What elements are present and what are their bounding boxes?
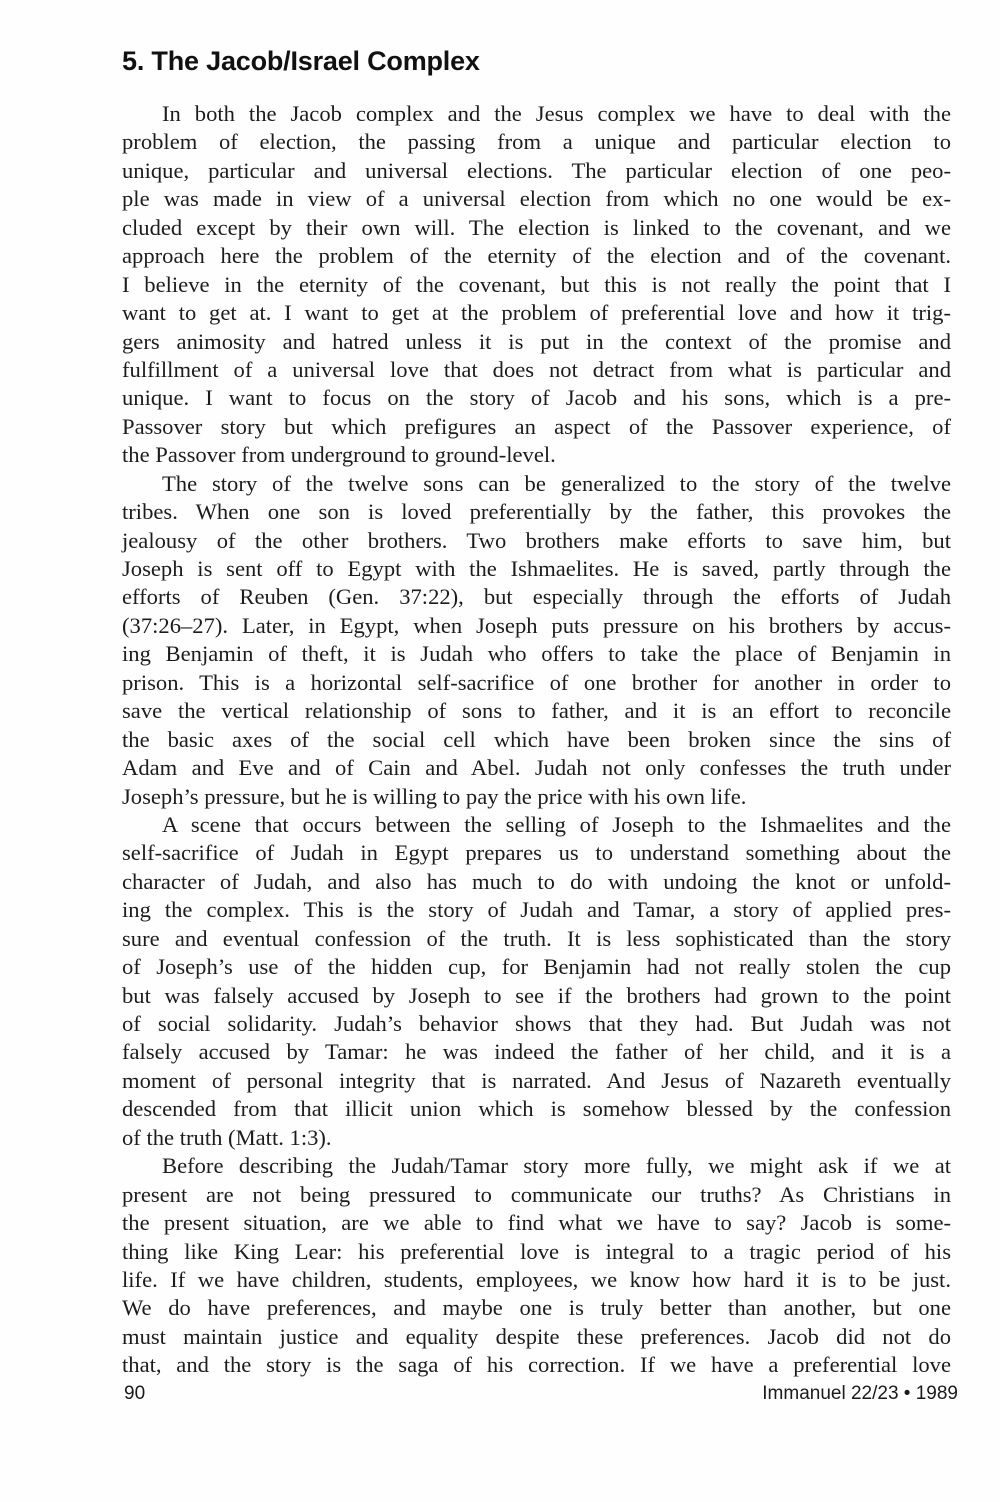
text-line: (37:26–27). Later, in Egypt, when Joseph puts pressure on his brothers by accus-: [122, 612, 951, 638]
text-line: sure and eventual confession of the truth. It is less sophisticated than the story: [122, 925, 951, 951]
text-line: Before describing the Judah/Tamar story more fully, we might ask if we at: [162, 1153, 951, 1179]
text-line: moment of personal integrity that is narrated. And Jesus of Nazareth eventually: [122, 1067, 951, 1093]
text-line: life. If we have children, students, employees, we know how hard it is to be just.: [122, 1266, 951, 1292]
section-heading: 5. The Jacob/Israel Complex: [122, 46, 480, 76]
text-line: A scene that occurs between the selling of Joseph to the Ishmaelites and the: [162, 811, 951, 837]
text-line: problem of election, the passing from a unique and particular election to: [122, 129, 951, 155]
text-line: jealousy of the other brothers. Two brothers make efforts to save him, but: [122, 527, 951, 553]
text-line: We do have preferences, and maybe one is truly better than another, but one: [122, 1295, 951, 1321]
text-line: of social solidarity. Judah’s behavior shows that they had. But Judah was not: [122, 1011, 951, 1036]
text-line: ing the complex. This is the story of Judah and Tamar, a story of applied pres-: [122, 897, 951, 923]
text-line: tribes. When one son is loved preferentially by the father, this provokes the: [122, 499, 951, 525]
text-line: self-sacrifice of Judah in Egypt prepares us to understand something about the: [122, 840, 951, 866]
paragraph-3: [122, 811, 951, 1152]
page-number: 90: [124, 1383, 146, 1404]
text-line: The story of the twelve sons can be generalized to the story of the twelve: [162, 470, 951, 496]
text-line: In both the Jacob complex and the Jesus complex we have to deal with the: [162, 101, 951, 126]
text-line: unique. I want to focus on the story of Jacob and his sons, which is a pre-: [122, 385, 951, 411]
article-body: [122, 100, 951, 1380]
paragraph-4: [122, 1152, 951, 1380]
text-line: approach here the problem of the eternity of the election and of the covenant.: [122, 243, 951, 269]
paragraph-1: [122, 100, 951, 470]
text-line: that, and the story is the saga of his correction. If we have a preferential love: [122, 1352, 951, 1378]
text-line: thing like King Lear: his preferential love is integral to a tragic period of his: [122, 1238, 951, 1264]
text-line: save the vertical relationship of sons to father, and it is an effort to reconcile: [122, 698, 951, 724]
text-line: the basic axes of the social cell which have been broken since the sins of: [122, 726, 951, 752]
text-line: gers animosity and hatred unless it is put in the context of the promise and: [122, 328, 951, 354]
text-line: the present situation, are we able to find what we have to say? Jacob is some-: [122, 1210, 951, 1236]
text-line: falsely accused by Tamar: he was indeed the father of her child, and it is a: [122, 1039, 951, 1065]
text-line: fulfillment of a universal love that does not detract from what is particular and: [122, 356, 951, 382]
text-line: but was falsely accused by Joseph to see if the brothers had grown to the point: [122, 982, 951, 1008]
text-line: Adam and Eve and of Cain and Abel. Judah not only confesses the truth under: [122, 755, 951, 781]
text-line: want to get at. I want to get at the problem of preferential love and how it trig-: [122, 300, 951, 326]
text-line: Passover story but which prefigures an aspect of the Passover experience, of: [122, 413, 951, 439]
text-line: present are not being pressured to communicate our truths? As Christians in: [122, 1181, 951, 1207]
text-line: Joseph’s pressure, but he is willing to pay the price with his own life.: [122, 783, 747, 809]
text-line: ing Benjamin of theft, it is Judah who offers to take the place of Benjamin in: [122, 641, 951, 667]
text-line: must maintain justice and equality despite these preferences. Jacob did not do: [122, 1323, 951, 1349]
text-line: the Passover from underground to ground-level.: [122, 442, 556, 468]
text-line: cluded except by their own will. The election is linked to the covenant, and we: [122, 214, 951, 240]
text-line: Joseph is sent off to Egypt with the Ishmaelites. He is saved, partly through the: [122, 556, 951, 581]
text-line: descended from that illicit union which is somehow blessed by the confession: [122, 1096, 951, 1122]
text-line: efforts of Reuben (Gen. 37:22), but especially through the efforts of Judah: [122, 584, 951, 610]
text-line: of the truth (Matt. 1:3).: [122, 1124, 332, 1150]
journal-citation: Immanuel 22/23 • 1989: [762, 1383, 958, 1404]
paragraph-2: [122, 470, 951, 811]
text-line: I believe in the eternity of the covenant, but this is not really the point that I: [122, 271, 951, 297]
text-line: ple was made in view of a universal election from which no one would be ex-: [122, 186, 951, 212]
text-line: prison. This is a horizontal self-sacrifice of one brother for another in order to: [122, 669, 951, 695]
text-line: of Joseph’s use of the hidden cup, for Benjamin had not really stolen the cup: [122, 954, 951, 980]
text-line: character of Judah, and also has much to do with undoing the knot or unfold-: [122, 868, 951, 894]
text-line: unique, particular and universal elections. The particular election of one peo-: [122, 157, 951, 183]
